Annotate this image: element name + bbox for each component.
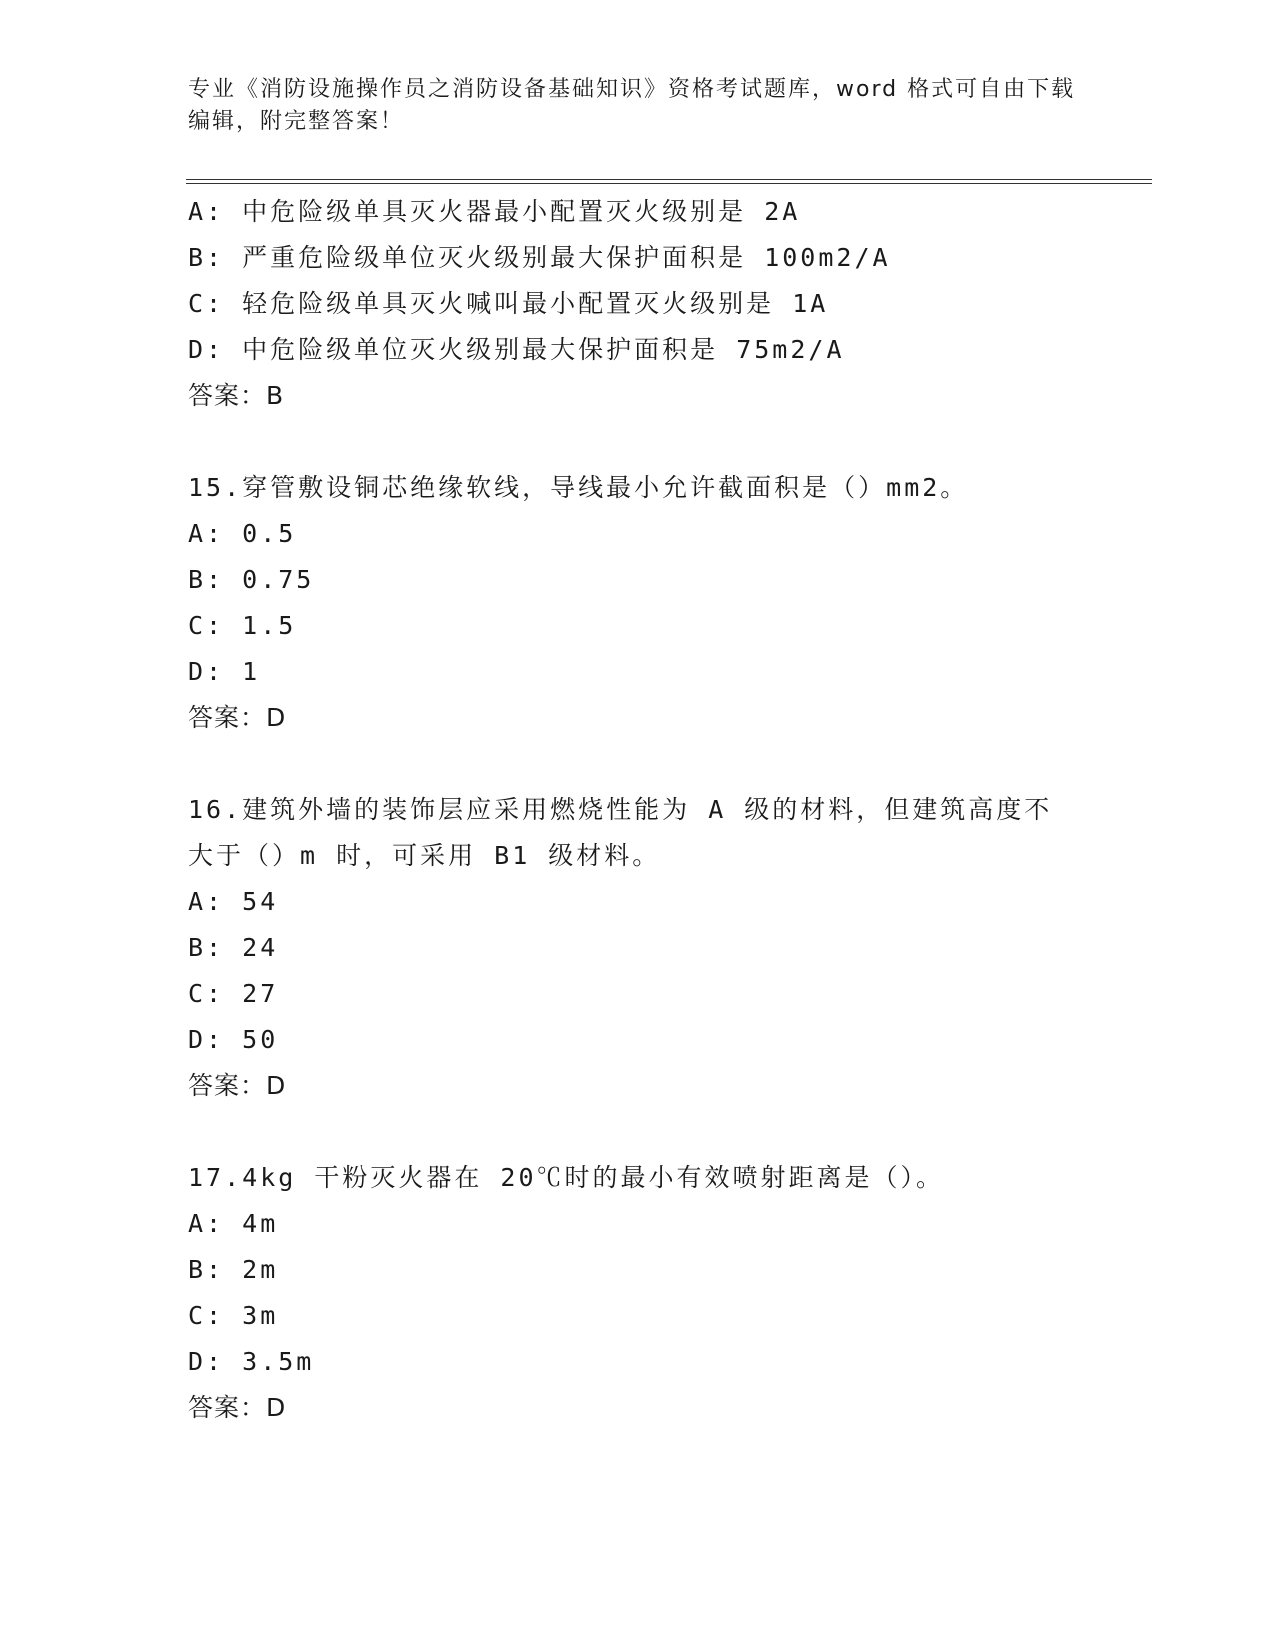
- question-16: [188, 787, 1148, 1109]
- option-d: D: 1: [188, 657, 261, 686]
- answer-line: 答案：D: [188, 703, 287, 732]
- question-15: [188, 465, 1148, 741]
- option-a: A: 0.5: [188, 519, 297, 548]
- option-d: D: 中危险级单位灭火级别最大保护面积是 75m2/A: [188, 335, 845, 364]
- spacer: [188, 741, 1148, 787]
- question-text: 17.4kg 干粉灭火器在 20℃时的最小有效喷射距离是（）。: [188, 1163, 945, 1192]
- header-divider-top: [186, 179, 1152, 180]
- option-c: C: 27: [188, 979, 279, 1008]
- option-c: C: 3m: [188, 1301, 279, 1330]
- spacer: [188, 1109, 1148, 1155]
- option-a: A: 中危险级单具灭火器最小配置灭火级别是 2A: [188, 197, 801, 226]
- option-b: B: 严重危险级单位灭火级别最大保护面积是 100m2/A: [188, 243, 891, 272]
- option-b: B: 2m: [188, 1255, 279, 1284]
- option-c: C: 1.5: [188, 611, 297, 640]
- question-text: 15.穿管敷设铜芯绝缘软线，导线最小允许截面积是（）mm2。: [188, 473, 969, 502]
- answer-line: 答案：B: [188, 381, 285, 410]
- question-list: [188, 189, 1148, 1431]
- option-b: B: 0.75: [188, 565, 315, 594]
- option-c: C: 轻危险级单具灭火喊叫最小配置灭火级别是 1A: [188, 289, 829, 318]
- option-a: A: 54: [188, 887, 279, 916]
- option-d: D: 3.5m: [188, 1347, 315, 1376]
- question-17: [188, 1155, 1148, 1431]
- option-d: D: 50: [188, 1025, 279, 1054]
- document-header: 专业《消防设施操作员之消防设备基础知识》资格考试题库，word 格式可自由下载编辑，附完整答案！: [188, 77, 1076, 134]
- answer-line: 答案：D: [188, 1071, 287, 1100]
- question-14: [188, 189, 1148, 419]
- option-b: B: 24: [188, 933, 279, 962]
- header-divider-bottom: [186, 183, 1152, 184]
- answer-line: 答案：D: [188, 1393, 287, 1422]
- question-text: 16.建筑外墙的装饰层应采用燃烧性能为 A 级的材料，但建筑高度不大于（）m 时，可采用 B1 级材料。: [188, 795, 1053, 870]
- spacer: [188, 419, 1148, 465]
- option-a: A: 4m: [188, 1209, 279, 1238]
